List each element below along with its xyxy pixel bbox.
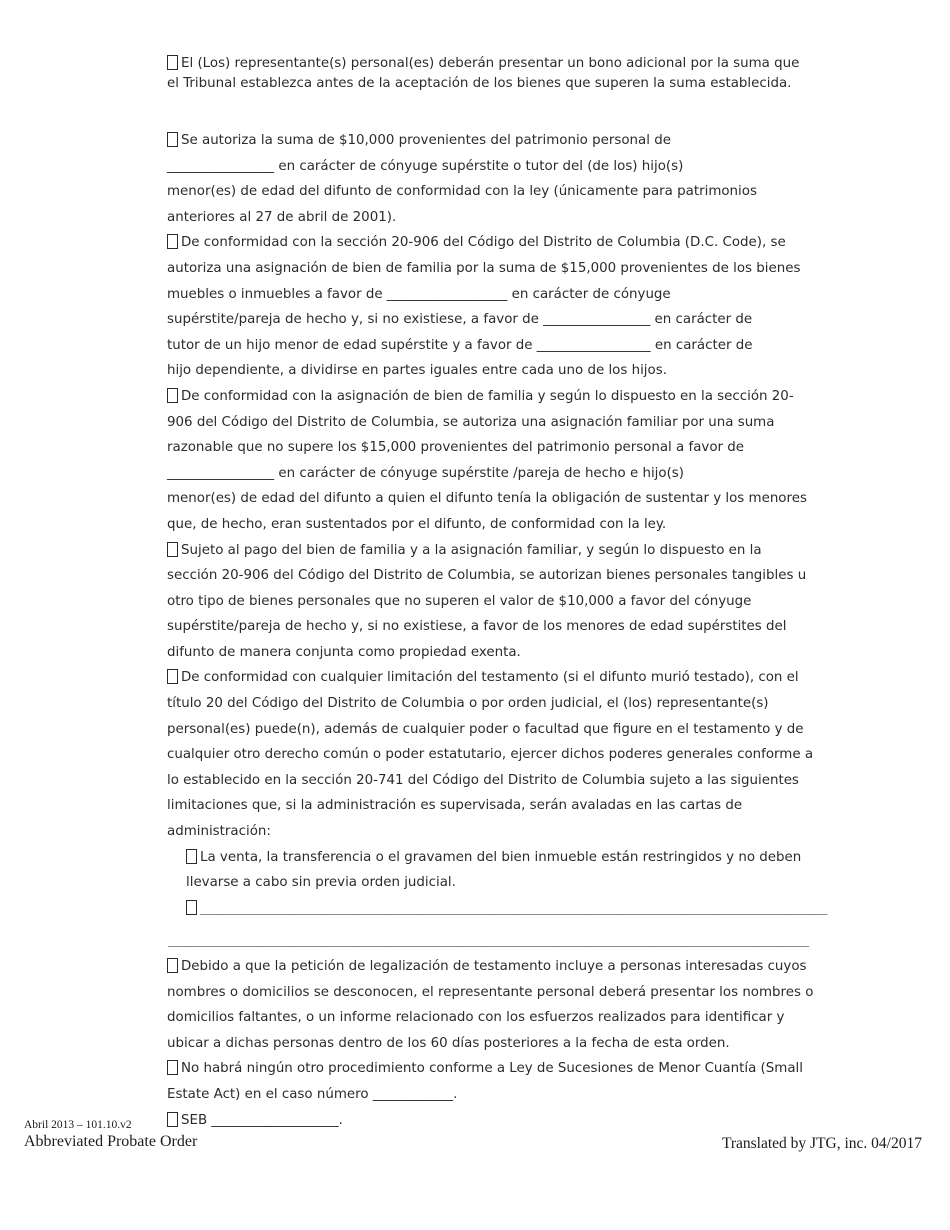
- paragraph-additional-bond: [167, 54, 877, 94]
- paragraph-line: [167, 54, 877, 74]
- line-text: cualquier otro derecho común o poder estatutario, ejercer dichos poderes generales conforme a: [167, 747, 814, 763]
- checkbox[interactable]: [167, 55, 178, 70]
- paragraph-exempt-property: [167, 538, 877, 666]
- paragraph-line: [167, 691, 877, 717]
- line-text: La venta, la transferencia o el gravamen del bien inmueble están restringidos y no deben: [200, 849, 802, 865]
- paragraph-spouse-allowance-10000: [167, 128, 877, 230]
- paragraph-line: [167, 358, 877, 384]
- line-text: supérstite/pareja de hecho y, si no existiese, a favor de los menores de edad supérstites del: [167, 619, 787, 635]
- form-version: Abril 2013 – 101.10.v2: [24, 1119, 132, 1131]
- paragraph-line: [167, 435, 877, 461]
- paragraph-line: [167, 256, 877, 282]
- blank-fill-line[interactable]: [168, 928, 877, 954]
- line-text: razonable que no supere los $15,000 provenientes del patrimonio personal a favor de: [167, 440, 745, 456]
- line-text: SEB ___________________.: [181, 1112, 343, 1128]
- paragraph-line: [167, 980, 877, 1006]
- paragraph-line: [167, 410, 877, 436]
- line-text: De conformidad con la asignación de bien de familia y según lo dispuesto en la sección 20-: [181, 388, 794, 404]
- line-text: ubicar a dichas personas dentro de los 60 días posteriores a la fecha de esta orden.: [167, 1035, 730, 1051]
- paragraph-homestead-allowance-15000: [167, 230, 877, 384]
- line-text: administración:: [167, 824, 271, 840]
- line-text: No habrá ningún otro procedimiento conforme a Ley de Sucesiones de Menor Cuantía (Small: [181, 1061, 803, 1077]
- paragraph-unknown-interested-persons: [167, 954, 877, 1056]
- line-text: anteriores al 27 de abril de 2001).: [167, 209, 397, 225]
- line-text: domicilios faltantes, o un informe relacionado con los esfuerzos realizados para identificar y: [167, 1010, 785, 1026]
- line-text: supérstite/pareja de hecho y, si no existiese, a favor de ________________ en carácter de: [167, 312, 753, 328]
- paragraph-line: [167, 205, 877, 231]
- line-text: muebles o inmuebles a favor de __________________ en carácter de cónyuge: [167, 286, 671, 302]
- line-text: lo establecido en la sección 20-741 del Código del Distrito de Columbia sujeto a las siguientes: [167, 772, 799, 788]
- line-text: 906 del Código del Distrito de Columbia, se autoriza una asignación familiar por una suma: [167, 414, 775, 430]
- line-text: Debido a que la petición de legalización de testamento incluye a personas interesadas cuyos: [181, 959, 807, 974]
- blank-continuation-line: [168, 928, 877, 954]
- paragraph-line: [167, 154, 877, 180]
- paragraph-line: [167, 1082, 877, 1108]
- line-text: hijo dependiente, a dividirse en partes iguales entre cada uno de los hijos.: [167, 363, 667, 379]
- checkbox[interactable]: [186, 849, 197, 864]
- paragraph-small-estate-act: [167, 1056, 877, 1107]
- form-title: Abbreviated Probate Order: [24, 1133, 198, 1150]
- paragraph-line: [167, 538, 877, 564]
- line-text: Se autoriza la suma de $10,000 provenientes del patrimonio personal de: [181, 133, 671, 148]
- paragraph-line: [167, 1108, 877, 1134]
- paragraph-line: [167, 717, 877, 743]
- line-text: De conformidad con cualquier limitación del testamento (si el difunto murió testado), con el: [181, 670, 799, 686]
- paragraph-family-allowance: [167, 384, 877, 538]
- line-text: nombres o domicilios se desconocen, el representante personal deberá presentar los nombres o: [167, 984, 814, 1000]
- line-text: difunto de manera conjunta como propiedad exenta.: [167, 644, 521, 660]
- paragraph-line: [167, 563, 877, 589]
- paragraph-seb: [167, 1108, 877, 1134]
- checkbox[interactable]: [167, 388, 178, 403]
- translation-credit: Translated by JTG, inc. 04/2017: [721, 1135, 922, 1152]
- checkbox[interactable]: [167, 1060, 178, 1075]
- line-text: que, de hecho, eran sustentados por el difunto, de conformidad con la ley.: [167, 516, 667, 532]
- line-text: personal(es) puede(n), además de cualquier poder o facultad que figure en el testamento y de: [167, 721, 804, 737]
- paragraph-line: [167, 742, 877, 768]
- paragraph-line: [167, 768, 877, 794]
- checkbox[interactable]: [167, 1112, 178, 1127]
- paragraph-line: [167, 589, 877, 615]
- paragraph-line: [167, 665, 877, 691]
- paragraph-general-powers-limitations: [167, 665, 877, 844]
- checkbox[interactable]: [167, 669, 178, 684]
- paragraph-line: [167, 1005, 877, 1031]
- paragraph-line: [167, 1056, 877, 1082]
- line-text: llevarse a cabo sin previa orden judicial.: [186, 875, 456, 891]
- line-text: Estate Act) en el caso número ____________.: [167, 1086, 458, 1102]
- paragraph-line: [167, 384, 877, 410]
- line-text: tutor de un hijo menor de edad supérstite y a favor de _________________ en carácter de: [167, 337, 753, 353]
- line-text: sección 20-906 del Código del Distrito de Columbia, se autorizan bienes personales tangibles u: [167, 568, 807, 584]
- paragraph-line: [167, 1031, 877, 1057]
- paragraph-line: [167, 179, 877, 205]
- paragraph-line: [167, 333, 877, 359]
- line-text: ___________________________________________________________________________________________: [200, 900, 828, 916]
- line-text: _____________________________________________________________________________________________: [168, 933, 810, 949]
- paragraph-line: [167, 128, 877, 154]
- line-text: título 20 del Código del Distrito de Columbia o por orden judicial, el (los) representante(s): [167, 696, 769, 712]
- checkbox[interactable]: [167, 132, 178, 147]
- paragraph-line: [167, 640, 877, 666]
- paragraph-line: [167, 614, 877, 640]
- line-text: autoriza una asignación de bien de familia por la suma de $15,000 provenientes de los bienes: [167, 260, 801, 276]
- document-body: [167, 54, 877, 1133]
- subparagraph-real-estate-restriction: [186, 845, 877, 896]
- line-text: De conformidad con la sección 20-906 del Código del Distrito de Columbia (D.C. Code), se: [181, 235, 786, 251]
- paragraph-line: [167, 74, 877, 94]
- line-text: Sujeto al pago del bien de familia y a la asignación familiar, y según lo dispuesto en la: [181, 542, 762, 558]
- checkbox[interactable]: [186, 900, 197, 915]
- paragraph-line: [167, 486, 877, 512]
- paragraph-line: [167, 954, 877, 980]
- line-text: El (Los) representante(s) personal(es) deberán presentar un bono adicional por la suma que: [181, 56, 800, 71]
- subparagraph-other-limitation-blank: [186, 896, 877, 922]
- checkbox[interactable]: [167, 958, 178, 973]
- checkbox[interactable]: [167, 234, 178, 249]
- line-text: limitaciones que, si la administración es supervisada, serán avaladas en las cartas de: [167, 798, 743, 814]
- paragraph-line: [167, 819, 877, 845]
- paragraph-line: [167, 461, 877, 487]
- line-text: menor(es) de edad del difunto a quien el difunto tenía la obligación de sustentar y los menores: [167, 491, 807, 507]
- line-text: menor(es) de edad del difunto de conformidad con la ley (únicamente para patrimonios: [167, 184, 757, 200]
- line-text: el Tribunal establezca antes de la aceptación de los bienes que superen la suma establecida.: [167, 76, 792, 91]
- checkbox[interactable]: [167, 542, 178, 557]
- line-text: ________________ en carácter de cónyuge supérstite /pareja de hecho e hijo(s): [167, 465, 685, 481]
- paragraph-line: [167, 512, 877, 538]
- paragraph-line: [186, 870, 877, 896]
- blank-fill-line[interactable]: [186, 896, 877, 922]
- paragraph-line: [167, 307, 877, 333]
- paragraph-line: [186, 845, 877, 871]
- line-text: otro tipo de bienes personales que no superen el valor de $10,000 a favor del cónyuge: [167, 593, 752, 609]
- paragraph-line: [167, 793, 877, 819]
- paragraph-line: [167, 230, 877, 256]
- line-text: ________________ en carácter de cónyuge supérstite o tutor del (de los) hijo(s): [167, 158, 684, 174]
- paragraph-spacer: [167, 94, 877, 128]
- paragraph-line: [167, 282, 877, 308]
